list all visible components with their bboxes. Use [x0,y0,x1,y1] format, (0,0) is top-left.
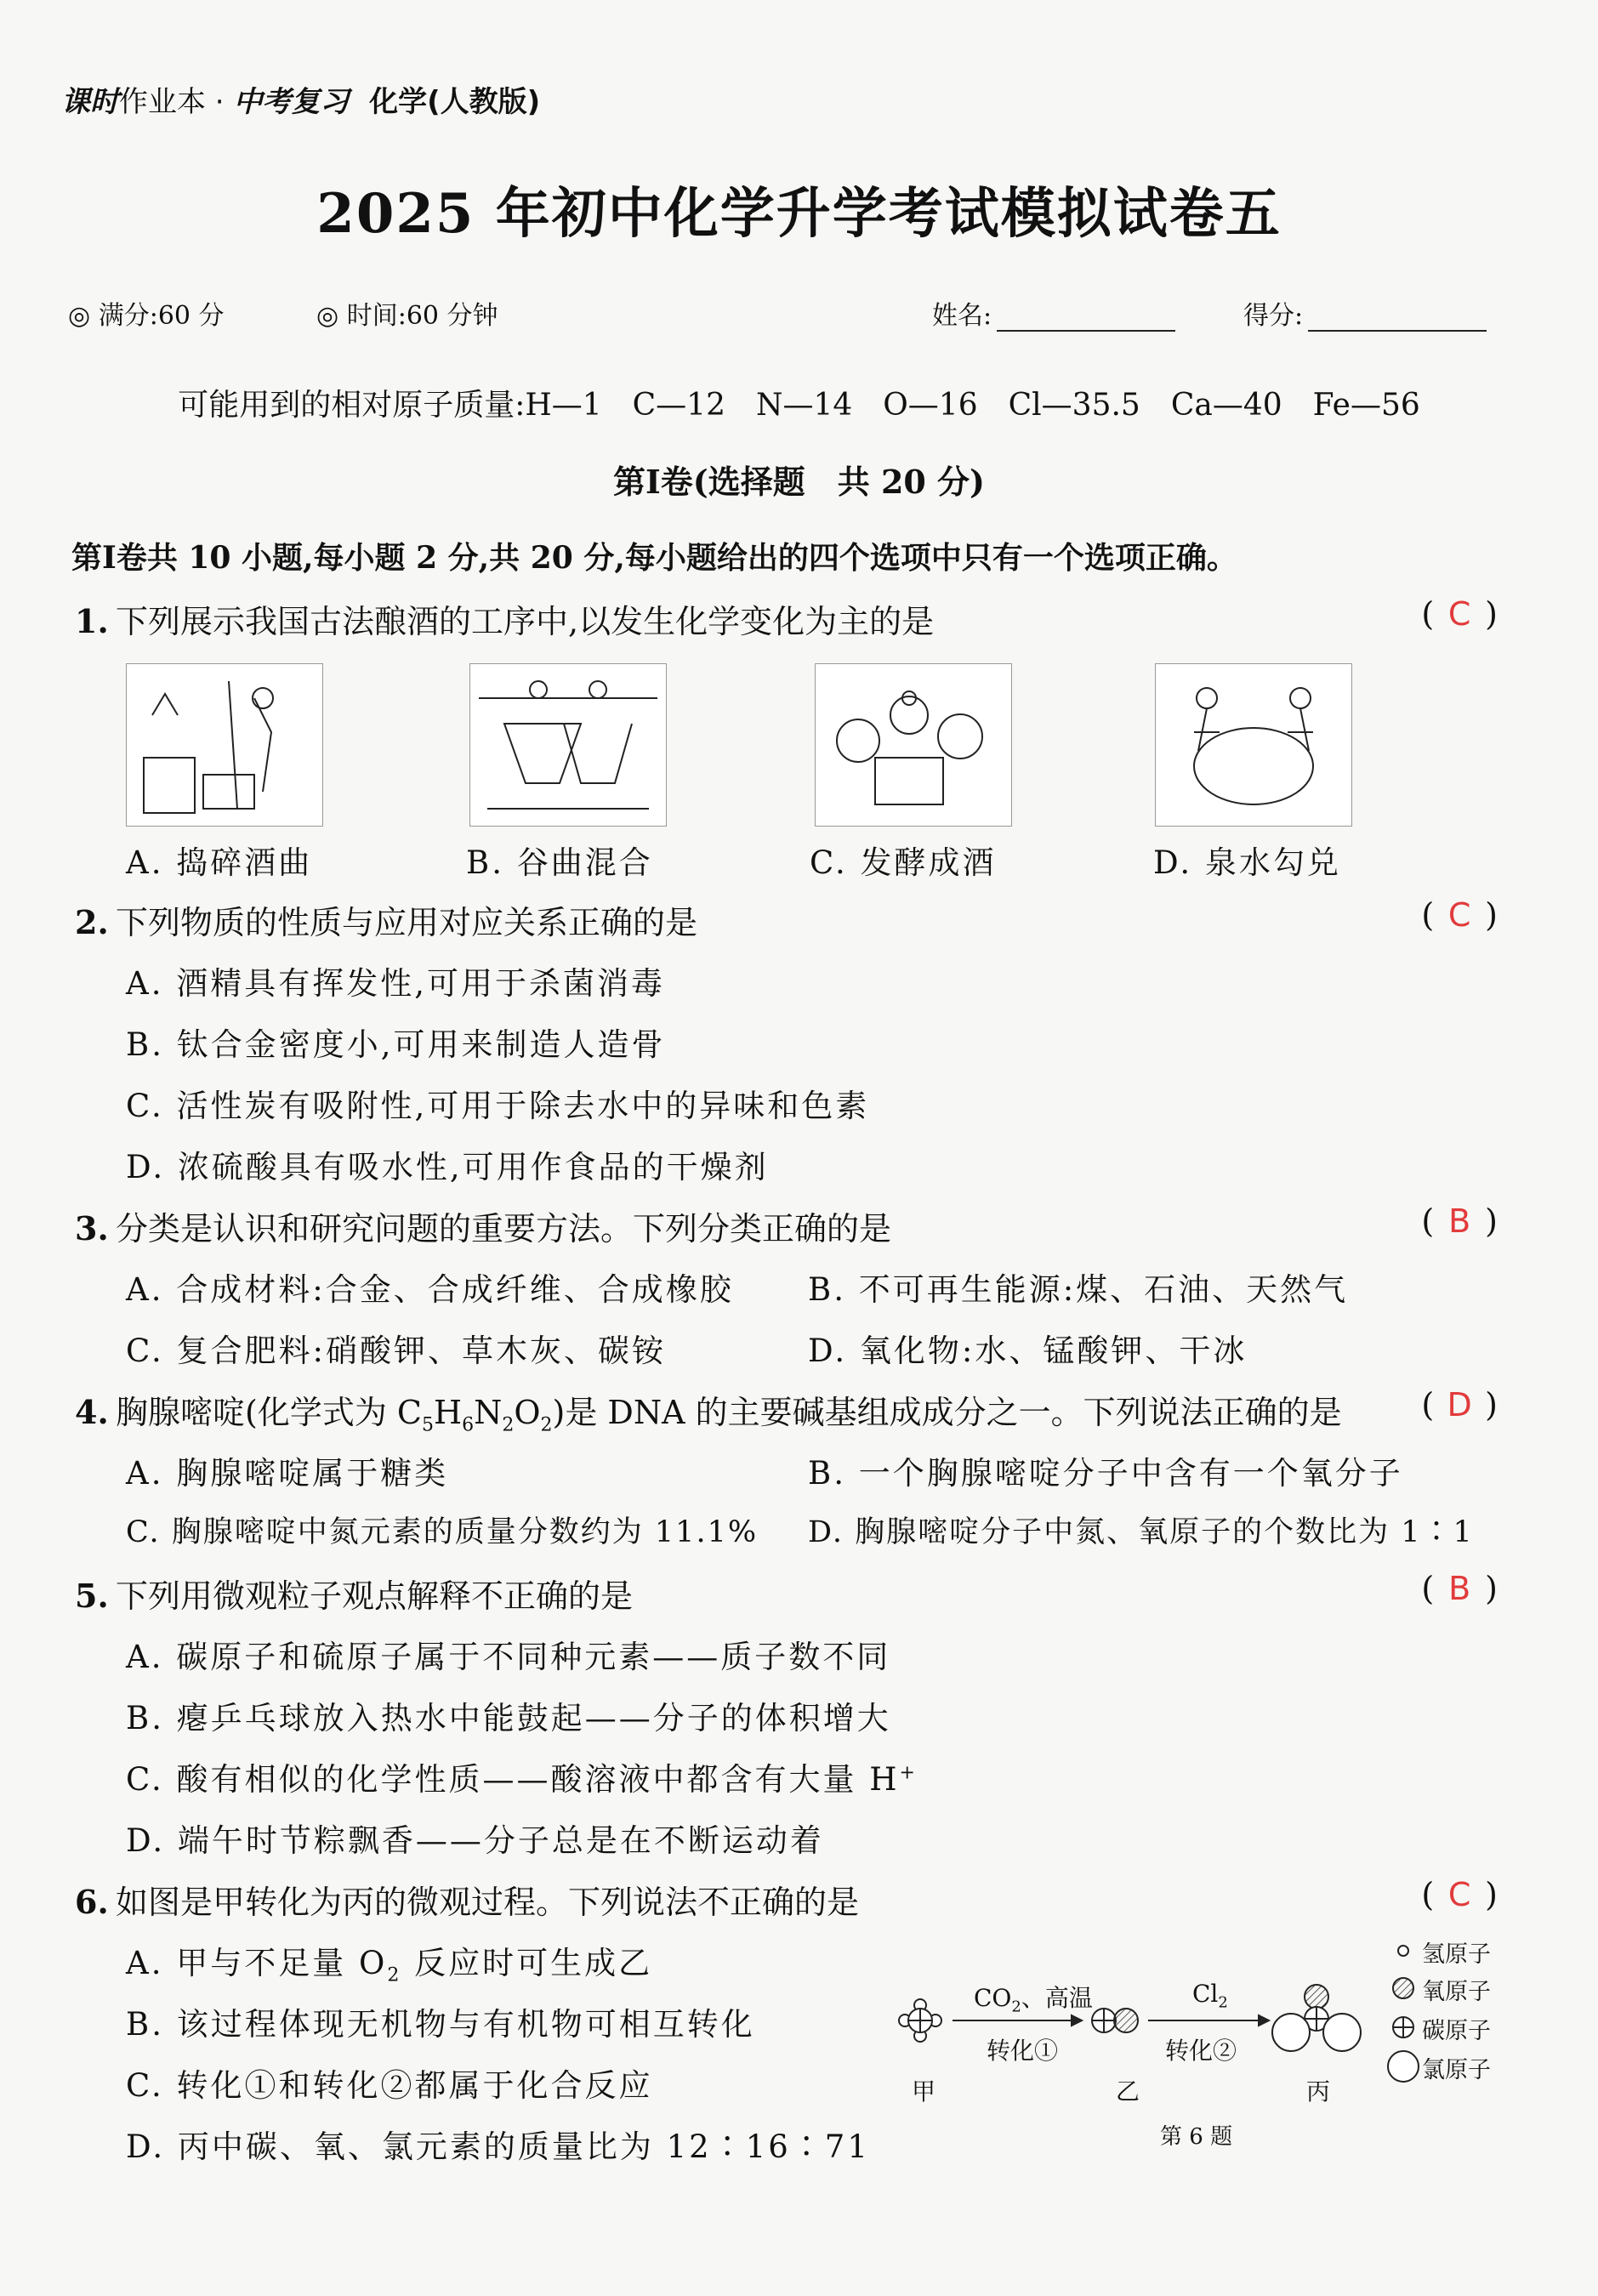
answer-3: ( B ) [1421,1202,1498,1240]
q6-option-b: B. 该过程体现无机物与有机物可相互转化 [126,2006,755,2043]
q1-option-c: C. 发酵成酒 [810,844,997,881]
name-label: 姓名: [932,301,992,331]
question-4: 4. 胸腺嘧啶(化学式为 $C_5H_6N_2O_2$)是 DNA 的主要碱基组成成分之一。下列说法正确的是 [75,1393,1342,1436]
question-1: 1. 下列展示我国古法酿酒的工序中,以发生化学变化为主的是 [75,602,935,640]
answer-6: ( C ) [1421,1876,1498,1913]
legend-chlorine: 氯原子 [1422,2057,1491,2083]
step-1: 转化① [987,2037,1059,2065]
section-title: 第Ⅰ卷(选择题 共 20 分) [612,463,986,501]
answer-2: ( C ) [1421,896,1498,934]
question-3: 3. 分类是认识和研究问题的重要方法。下列分类正确的是 [75,1209,892,1247]
question-5: 5. 下列用微观粒子观点解释不正确的是 [75,1577,634,1615]
q4-option-c: C. 胸腺嘧啶中氮元素的质量分数约为 11.1% [126,1515,759,1549]
label-bing: 丙 [1306,2077,1331,2106]
q1-option-b: B. 谷曲混合 [466,844,653,881]
q1-option-d: D. 泉水勾兑 [1153,844,1341,881]
q4-option-d: D. 胸腺嘧啶分子中氮、氧原子的个数比为 1∶1 [808,1515,1474,1549]
atomic-masses: 可能用到的相对原子质量:H—1 C—12 N—14 O—16 Cl—35.5 Ca—40 Fe—56 [178,388,1420,423]
q3-option-d: D. 氧化物:水、锰酸钾、干冰 [808,1333,1248,1369]
q1-option-a: A. 捣碎酒曲 [126,844,313,881]
figure-6 [893,1930,1505,2185]
book-header [61,78,540,120]
step-2: 转化② [1165,2037,1237,2065]
score-label: 得分: [1243,301,1304,331]
q2-option-a: A. 酒精具有挥发性,可用于杀菌消毒 [126,965,666,1002]
q6-option-a: A. 甲与不足量 $O_2$ 反应时可生成乙 [126,1945,653,1986]
brewing-image-b [469,663,667,827]
molecule-jia [899,1999,941,2042]
q2-option-d: D. 浓硫酸具有吸水性,可用作食品的干燥剂 [126,1149,769,1185]
q5-option-d: D. 端午时节粽飘香——分子总是在不断运动着 [126,1822,824,1859]
page-title: 2025 年初中化学升学考试模拟试卷五 [316,182,1282,246]
header-part2: 作业本 · [119,85,234,119]
answer-1: ( C ) [1421,595,1498,633]
arrow-2 [1148,2015,1269,2026]
score-field[interactable] [1243,294,1487,332]
q3-option-b: B. 不可再生能源:煤、石油、天然气 [808,1271,1349,1308]
answer-5: ( B ) [1421,1570,1498,1607]
arrow-1 [953,2015,1082,2026]
molecule-yi [1092,2009,1138,2032]
exam-time: ◎ 时间:60 分钟 [316,301,498,331]
legend-carbon: 碳原子 [1422,2018,1491,2044]
reagent-1: $CO_2$、高温 [974,1984,1093,2016]
brewing-image-a [126,663,323,827]
label-jia: 甲 [912,2077,936,2106]
q3-option-a: A. 合成材料:合金、合成纤维、合成橡胶 [126,1271,734,1308]
question-6: 6. 如图是甲转化为丙的微观过程。下列说法不正确的是 [75,1883,860,1921]
name-field[interactable] [932,294,1175,332]
legend-hydrogen: 氢原子 [1422,1941,1491,1968]
header-part1: 课时 [61,85,119,119]
full-score: ◎ 满分:60 分 [68,301,225,331]
instruction: 第Ⅰ卷共 10 小题,每小题 2 分,共 20 分,每小题给出的四个选项中只有一个选项正确。 [71,540,1237,576]
legend-oxygen: 氧原子 [1422,1979,1491,2005]
reagent-2: $Cl_2$ [1192,1980,1228,2012]
q5-option-a: A. 碳原子和硫原子属于不同种元素——质子数不同 [126,1639,891,1675]
brewing-image-d [1155,663,1352,827]
label-yi: 乙 [1116,2077,1140,2106]
header-part3: 中考复习 [233,85,350,119]
brewing-image-c [815,663,1012,827]
question-2: 2. 下列物质的性质与应用对应关系正确的是 [75,903,698,941]
q2-option-b: B. 钛合金密度小,可用来制造人造骨 [126,1026,666,1063]
q2-option-c: C. 活性炭有吸附性,可用于除去水中的异味和色素 [126,1088,870,1124]
q5-option-c: C. 酸有相似的化学性质——酸溶液中都含有大量 H+ [126,1761,918,1798]
figure-caption: 第 6 题 [1160,2124,1233,2150]
q5-option-b: B. 瘪乒乓球放入热水中能鼓起——分子的体积增大 [126,1700,891,1736]
molecule-bing [1272,1985,1361,2051]
q4-option-b: B. 一个胸腺嘧啶分子中含有一个氧分子 [808,1455,1403,1492]
legend-symbols [1388,1946,1419,2082]
q4-option-a: A. 胸腺嘧啶属于糖类 [126,1455,449,1492]
answer-4: ( D ) [1421,1386,1498,1424]
q3-option-c: C. 复合肥料:硝酸钾、草木灰、碳铵 [126,1333,666,1369]
header-part4: 化学(人教版) [369,85,541,119]
q6-option-c: C. 转化①和转化②都属于化合反应 [126,2067,653,2104]
q6-option-d: D. 丙中碳、氧、氯元素的质量比为 12∶16∶71 [126,2128,870,2165]
